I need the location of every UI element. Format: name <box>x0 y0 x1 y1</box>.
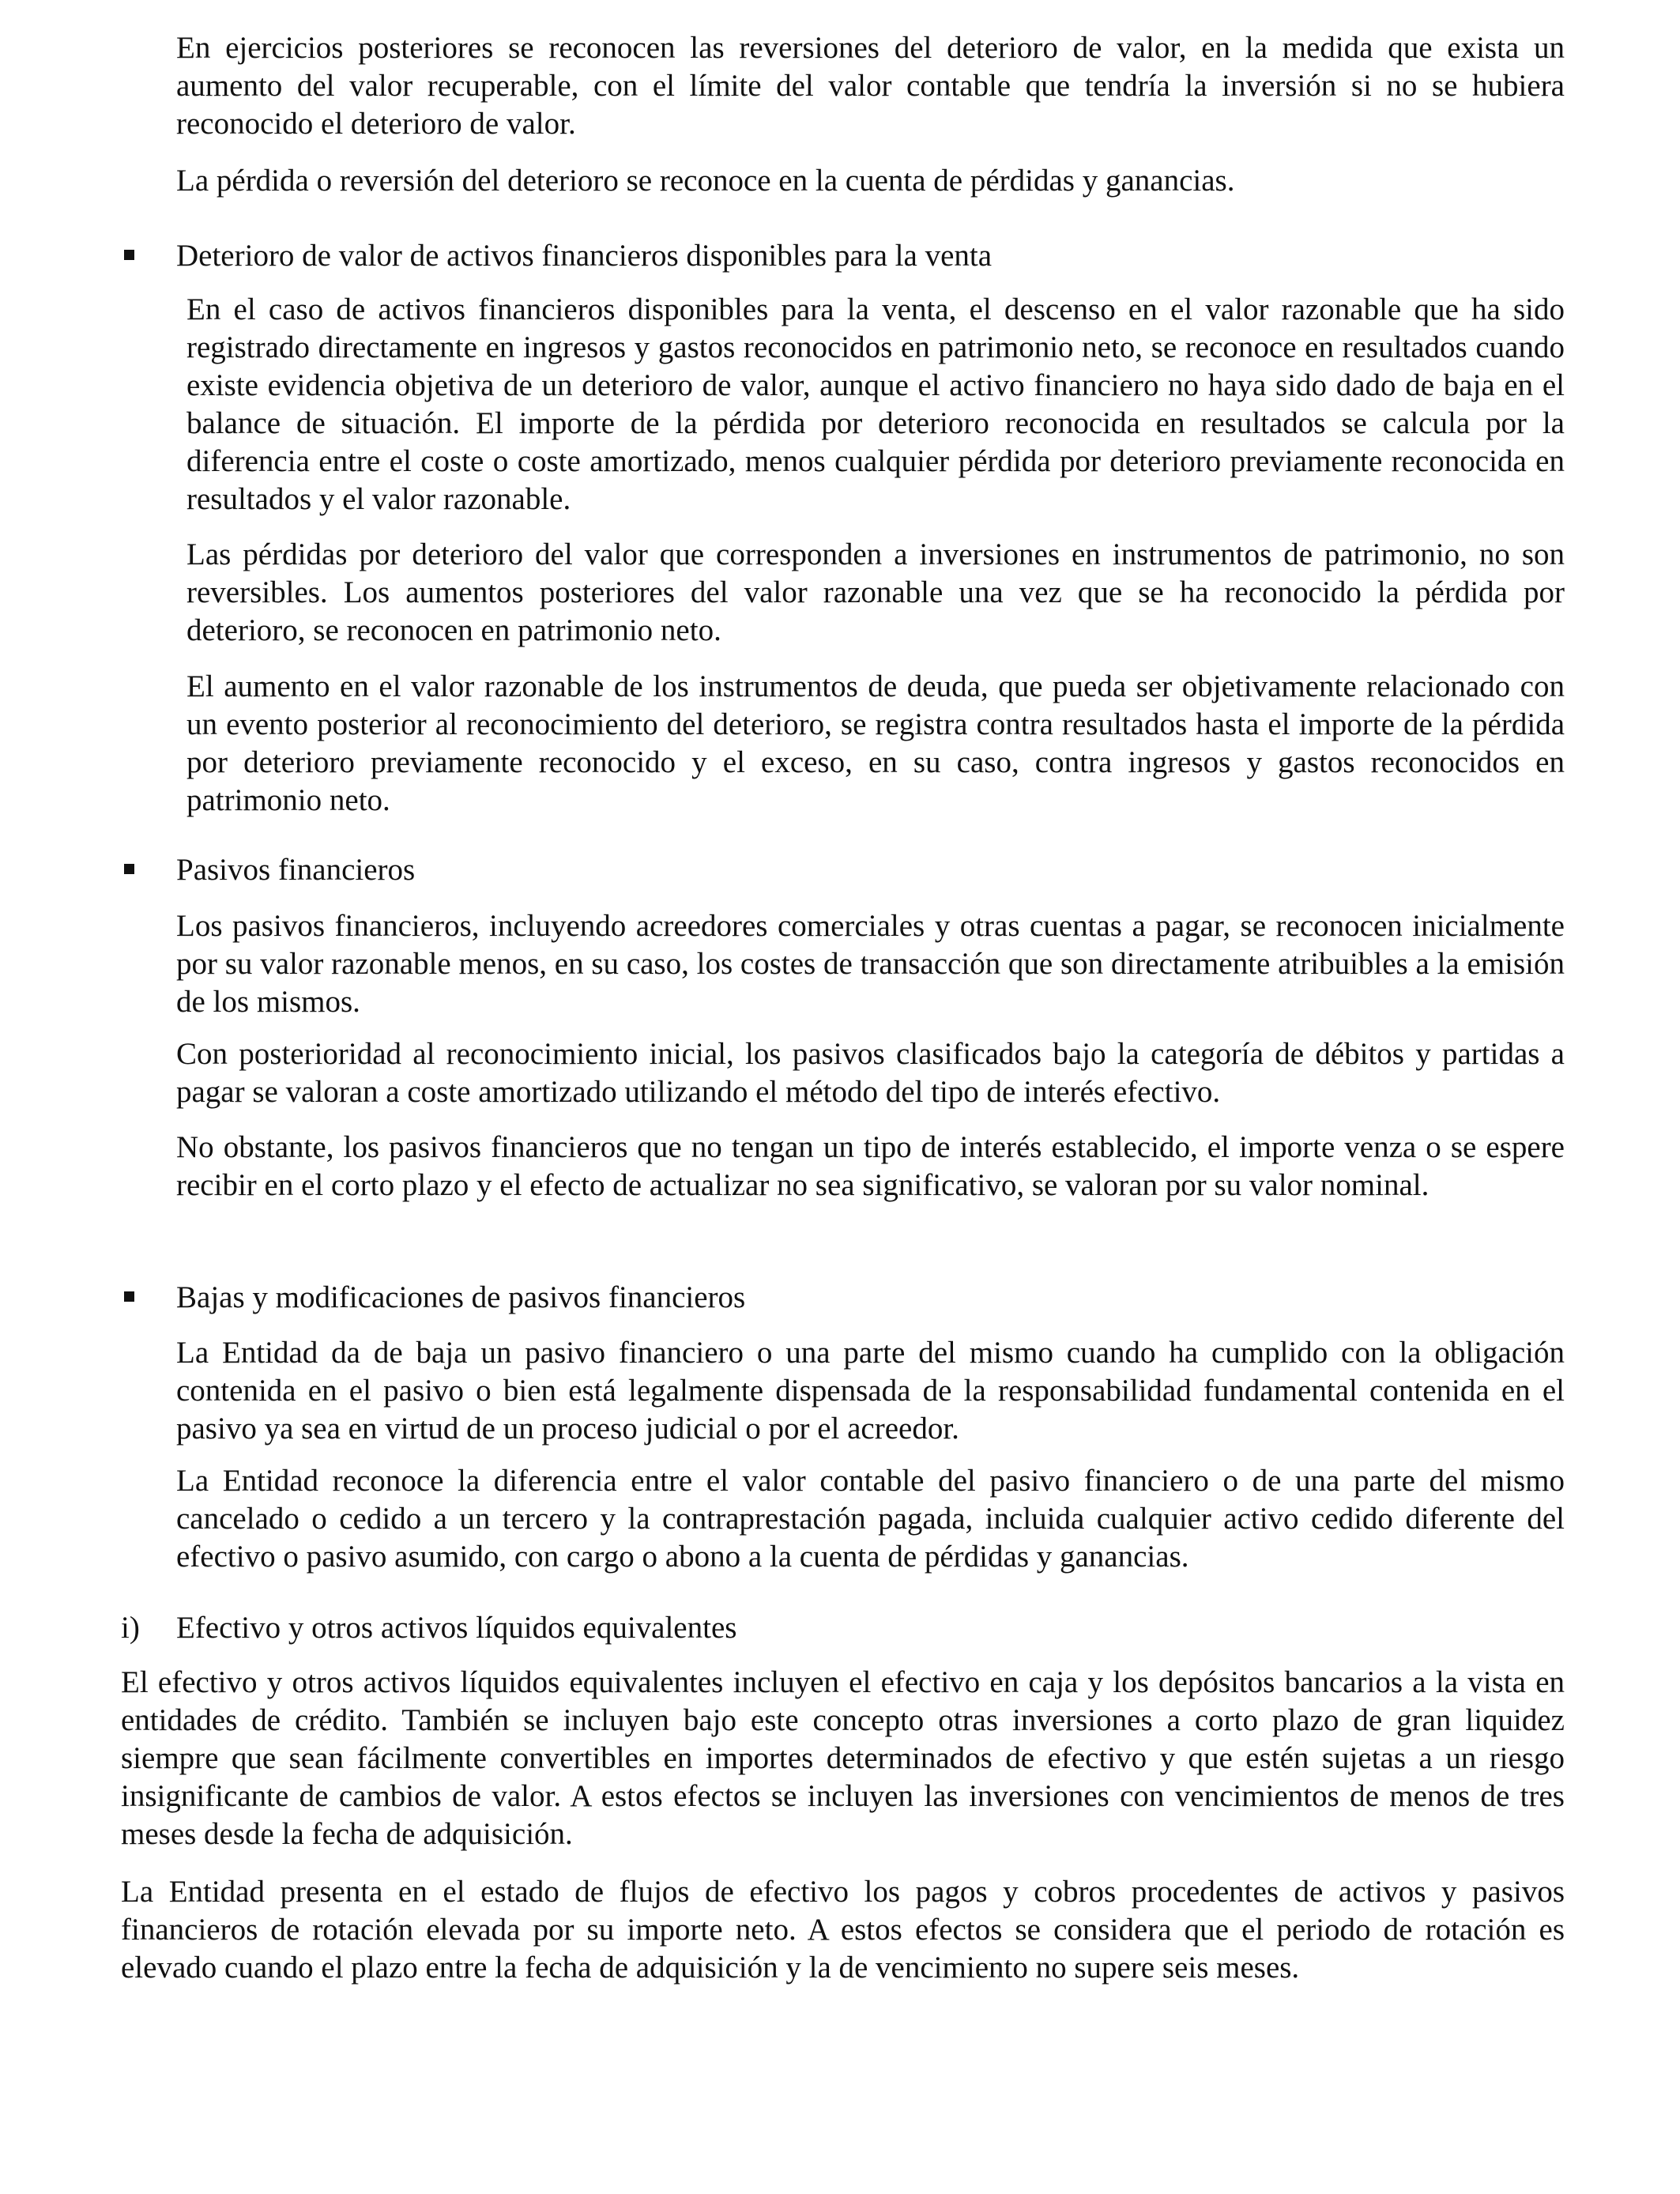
intro-paragraph-1: En ejercicios posteriores se reconocen las reversiones del deterioro de valor, en la medida que exista un aumento del valor recuperable, con el límite del valor contable que tendría la inversión si no se hubiera reconocido el deterioro de valor. <box>176 31 1565 141</box>
bullet-bajas-heading <box>121 1279 1565 1317</box>
efectivo-heading <box>121 1609 1565 1647</box>
square-bullet-icon <box>121 1279 176 1317</box>
bullet-afd-heading <box>121 237 1565 275</box>
afd-heading-text: Deterioro de valor de activos financieros disponibles para la venta <box>176 239 993 273</box>
efectivo-paragraph-1: El efectivo y otros activos líquidos equivalentes incluyen el efectivo en caja y los depósitos bancarios a la vista en entidades de crédito. También se incluyen bajo este concepto otras inversiones a corto plazo de gran liquidez siempre que sean fácilmente convertibles en importes determinados de efectivo y que estén sujetas a un riesgo insignificante de cambios de valor. A estos efectos se incluyen las inversiones con vencimientos de menos de tres meses desde la fecha de adquisición. <box>121 1665 1565 1851</box>
bajas-paragraph-1: La Entidad da de baja un pasivo financiero o una parte del mismo cuando ha cumplido con la obligación contenida en el pasivo o bien está legalmente dispensada de la responsabilidad fundamental contenida en el pasivo ya sea en virtud de un proceso judicial o por el acreedor. <box>176 1336 1565 1446</box>
pasivos-heading-text: Pasivos financieros <box>176 853 416 887</box>
bajas-heading-text: Bajas y modificaciones de pasivos financieros <box>176 1280 746 1314</box>
intro-paragraph-2: La pérdida o reversión del deterioro se reconoce en la cuenta de pérdidas y ganancias. <box>176 164 1235 198</box>
bajas-paragraph-2: La Entidad reconoce la diferencia entre el valor contable del pasivo financiero o de una parte del mismo cancelado o cedido a un tercero y la contraprestación pagada, incluida cualquier activo cedido diferente del efectivo o pasivo asumido, con cargo o abono a la cuenta de pérdidas y ganancias. <box>176 1464 1565 1574</box>
pasivos-paragraph-1: Los pasivos financieros, incluyendo acreedores comerciales y otras cuentas a pagar, se reconocen inicialmente por su valor razonable menos, en su caso, los costes de transacción que son directamente atribuibles a la emisión de los mismos. <box>176 909 1565 1019</box>
pasivos-paragraph-3: No obstante, los pasivos financieros que no tengan un tipo de interés establecido, el importe venza o se espere recibir en el corto plazo y el efecto de actualizar no sea significativo, se valoran por su valor nominal. <box>176 1130 1565 1202</box>
afd-paragraph-3: El aumento en el valor razonable de los instrumentos de deuda, que pueda ser objetivamente relacionado con un evento posterior al reconocimiento del deterioro, se registra contra resultados hasta el importe de la pérdida por deterioro previamente reconocido y el exceso, en su caso, contra ingresos y gastos reconocidos en patrimonio neto. <box>186 669 1565 817</box>
afd-paragraph-1: En el caso de activos financieros disponibles para la venta, el descenso en el valor razonable que ha sido registrado directamente en ingresos y gastos reconocidos en patrimonio neto, se reconoce en resultados cuando existe evidencia objetiva de un deterioro de valor, aunque el activo financiero no haya sido dado de baja en el balance de situación. El importe de la pérdida por deterioro reconocida en resultados se calcula por la diferencia entre el coste o coste amortizado, menos cualquier pérdida por deterioro previamente reconocida en resultados y el valor razonable. <box>186 292 1565 516</box>
efectivo-paragraph-2: La Entidad presenta en el estado de flujos de efectivo los pagos y cobros procedentes de activos y pasivos financieros de rotación elevada por su importe neto. A estos efectos se considera que el periodo de rotación es elevado cuando el plazo entre la fecha de adquisición y la de vencimiento no supere seis meses. <box>121 1875 1565 1985</box>
pasivos-paragraph-2: Con posterioridad al reconocimiento inicial, los pasivos clasificados bajo la categoría de débitos y partidas a pagar se valoran a coste amortizado utilizando el método del tipo de interés efectivo. <box>176 1037 1565 1109</box>
afd-paragraph-2: Las pérdidas por deterioro del valor que corresponden a inversiones en instrumentos de patrimonio, no son reversibles. Los aumentos posteriores del valor razonable una vez que se ha reconocido la pérdida por deterioro, se reconocen en patrimonio neto. <box>186 537 1565 647</box>
bullet-pasivos-heading <box>121 851 1565 889</box>
efectivo-section-number: i) <box>121 1611 140 1645</box>
square-bullet-icon <box>121 237 176 275</box>
efectivo-heading-text: Efectivo y otros activos líquidos equivalentes <box>176 1611 737 1645</box>
square-bullet-icon <box>121 851 176 889</box>
